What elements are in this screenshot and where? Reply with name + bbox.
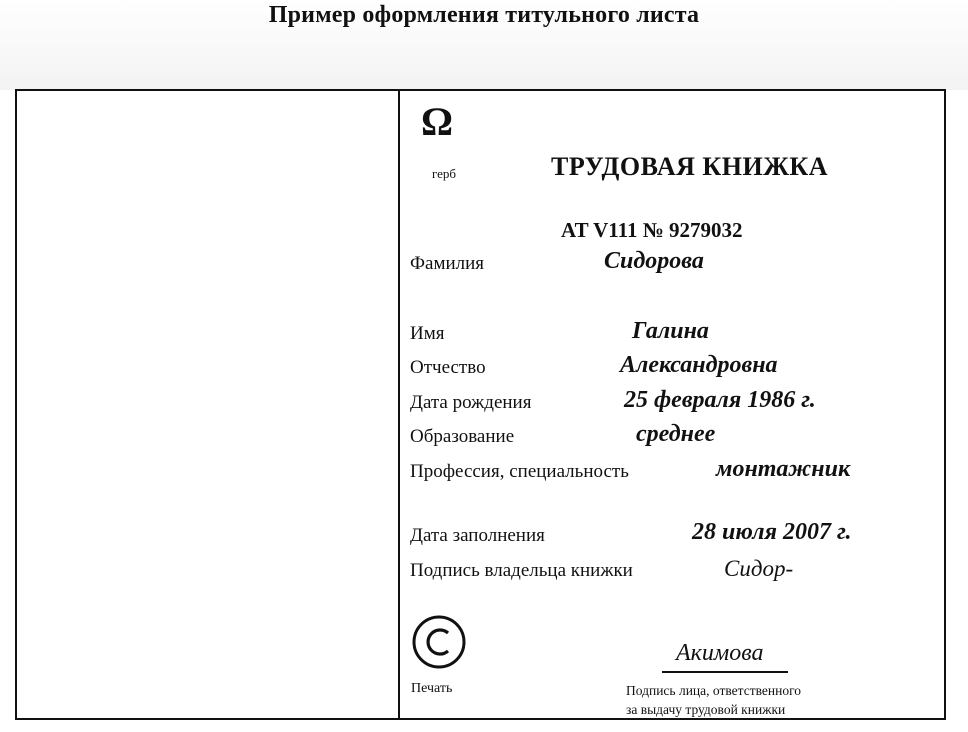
first-name-value: Галина	[632, 318, 709, 344]
page-title: Пример оформления титульного листа	[268, 2, 700, 28]
education-value: среднее	[636, 421, 716, 447]
page-divider	[398, 91, 400, 720]
coat-of-arms-icon: Ω	[421, 99, 454, 144]
responsible-label-line-1: Подпись лица, ответственного	[626, 683, 802, 698]
signature-line	[662, 671, 788, 673]
series-number: AT V111 № 9279032	[561, 218, 743, 242]
owner-signature-label: Подпись владельца книжки	[410, 560, 633, 581]
patronymic-label: Отчество	[410, 357, 486, 378]
responsible-label-line-2: за выдачу трудовой книжки	[626, 702, 786, 717]
profession-label: Профессия, специальность	[410, 461, 629, 482]
stamp-seal-icon	[411, 614, 467, 670]
profession-value: монтажник	[716, 456, 851, 482]
surname-label: Фамилия	[410, 253, 485, 274]
fill-date-label: Дата заполнения	[410, 525, 545, 546]
patronymic-value: Александровна	[620, 352, 778, 378]
birth-date-value: 25 февраля 1986 г.	[624, 387, 816, 413]
coat-of-arms-caption: герб	[432, 166, 457, 181]
owner-signature: Сидор-	[724, 556, 794, 581]
education-label: Образование	[410, 426, 515, 447]
book-title: ТРУДОВАЯ КНИЖКА	[551, 152, 829, 181]
stamp-label: Печать	[411, 681, 453, 696]
birth-date-label: Дата рождения	[410, 392, 532, 413]
first-name-label: Имя	[410, 323, 445, 344]
fill-date-value: 28 июля 2007 г.	[692, 519, 852, 545]
surname-value: Сидорова	[604, 248, 704, 274]
responsible-signature: Акимова	[676, 640, 764, 666]
